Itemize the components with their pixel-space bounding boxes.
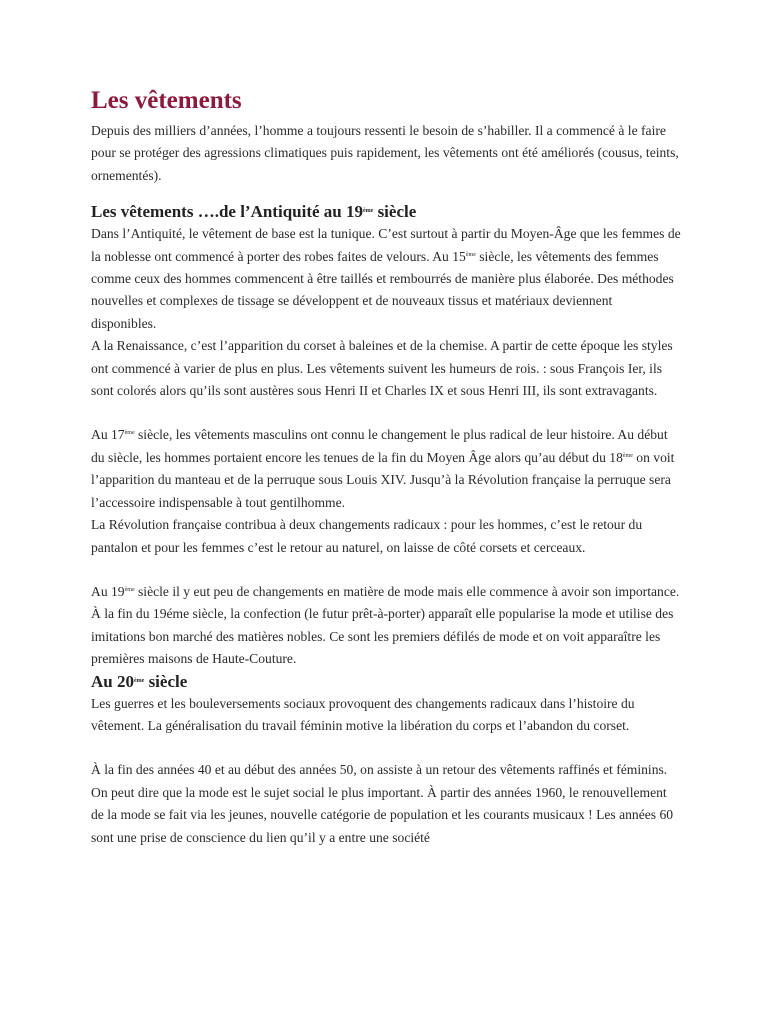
paragraph-text: siècle il y eut peu de changements en matière de mode mais elle commence à avoir son importance. À la fin du 19éme siècle, la confection (le futur prêt-à-porter) apparaît elle popularise la mode et utilise des imitations bon marché des matières nobles. Ce sont les premiers défilés de mode et on voit apparaître les premières maisons de Haute-Couture. — [91, 583, 680, 667]
heading-text: siècle — [144, 671, 188, 691]
paragraph-text: Au 19 — [91, 583, 125, 599]
paragraph-text: siècle, les vêtements des femmes comme ceux des hommes commencent à être taillés et rembourrés de manière plus élaborée. Des méthodes nouvelles et complexes de tissage se développent et de nouveaux tissus et matériaux deviennent disponibles. — [91, 248, 674, 331]
spacer — [91, 737, 681, 759]
page-title: Les vêtements — [91, 87, 242, 114]
paragraph-text: Dans l’Antiquité, le vêtement de base est la tunique. C’est surtout à partir du Moyen-Âge que les femmes de la noblesse ont commencé à porter des robes faites de velours. Au 15 — [91, 226, 681, 264]
paragraph-text: on voit l’apparition du manteau et de la perruque sous Louis XIV. Jusqu’à la Révolution française la perruque sera l’accessoire indispensable à tout gentilhomme. — [91, 449, 675, 510]
paragraph-text: siècle, les vêtements masculins ont connu le changement le plus radical de leur histoire. Au début du siècle, les hommes portaient encore les tenues de la fin du Moyen Âge alors qu’au début du 18 — [91, 427, 668, 465]
superscript: ème — [133, 677, 145, 684]
paragraph-antiquite — [91, 223, 681, 335]
heading-text: siècle — [373, 202, 417, 222]
paragraph-17e-siecle — [91, 424, 681, 514]
section-heading-20e-siecle — [91, 671, 681, 693]
intro-paragraph: Depuis des milliers d’années, l’homme a toujours ressenti le besoin de s’habiller. Il a commencé à le faire pour se protéger des agressions climatiques puis rapidement, les vêtements ont été améliorés (cousus, teints, ornementés). — [91, 123, 679, 183]
section-heading-antiquite — [91, 201, 681, 223]
spacer — [91, 402, 681, 424]
superscript: ème — [124, 586, 135, 593]
document-page — [91, 86, 681, 849]
paragraph-renaissance: A la Renaissance, c’est l’apparition du corset à baleines et de la chemise. A partir de cette époque les styles ont commencé à varier de plus en plus. Les vêtements suivent les humeurs de rois. : sous François Ier, ils sont colorés alors qu’ils sont austères sous Henri II et Charles IX et sous Henri III, ils sont extravagants. — [91, 338, 673, 399]
paragraph-19e-siecle — [91, 581, 681, 671]
superscript: ème — [622, 452, 633, 459]
superscript: ème — [124, 430, 135, 437]
heading-text: Les vêtements ….de l’Antiquité au 19 — [91, 202, 363, 222]
spacer — [91, 559, 681, 581]
heading-text: Au 20 — [91, 671, 134, 691]
paragraph-annees-40-50: À la fin des années 40 et au début des années 50, on assiste à un retour des vêtements raffinés et féminins. On peut dire que la mode est le sujet social le plus important. À partir des années 1960, le renouvellement de la mode se fait via les jeunes, nouvelle catégorie de population et les courants musicaux ! Les années 60 sont une prise de conscience du lien qu’il y a entre une société — [91, 762, 674, 845]
spacer — [91, 187, 681, 201]
superscript: ème — [465, 251, 476, 258]
paragraph-guerres: Les guerres et les bouleversements sociaux provoquent des changements radicaux dans l’histoire du vêtement. La généralisation du travail féminin motive la libération du corps et l’abandon du corset. — [91, 695, 635, 733]
paragraph-text: Au 17 — [91, 427, 125, 443]
superscript: ème — [362, 208, 374, 215]
paragraph-revolution: La Révolution française contribua à deux changements radicaux : pour les hommes, c’est le retour du pantalon et pour les femmes c’est le retour au naturel, on laisse de côté corsets et cerceaux. — [91, 517, 643, 555]
